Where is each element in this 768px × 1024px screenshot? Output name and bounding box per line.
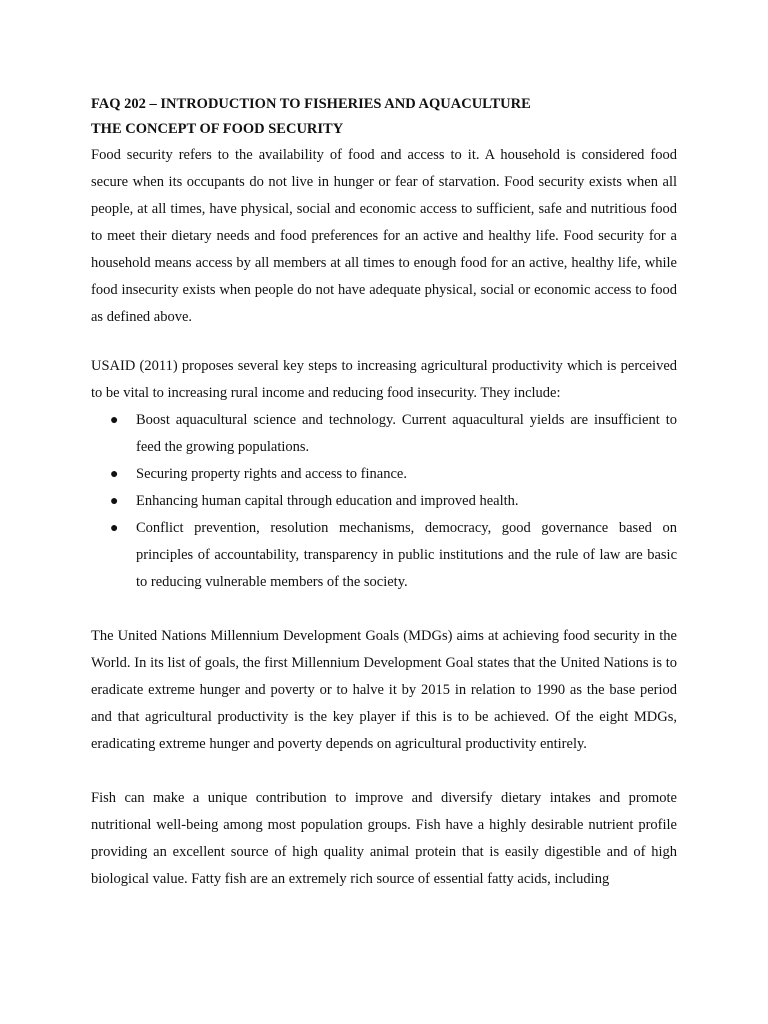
bullet-icon: ● bbox=[110, 521, 119, 536]
document-page bbox=[91, 92, 677, 893]
list-item-text: Boost aquacultural science and technology. Current aquacultural yields are insufficient to feed the growing populations. bbox=[136, 412, 677, 455]
section-title: THE CONCEPT OF FOOD SECURITY bbox=[91, 121, 344, 137]
usaid-steps-list bbox=[91, 407, 677, 596]
list-item bbox=[91, 407, 677, 461]
list-item-text: Enhancing human capital through education and improved health. bbox=[136, 493, 519, 509]
bullet-icon: ● bbox=[110, 467, 119, 482]
bullet-icon: ● bbox=[110, 413, 119, 428]
paragraph-spacer bbox=[91, 331, 677, 353]
paragraph-food-security-definition: Food security refers to the availability of food and access to it. A household is considered food secure when its occupants do not live in hunger or fear of starvation. Food security exists when all people, at all times, have physical, social and economic access to sufficient, safe and nutritious food to meet their dietary needs and food preferences for an active and healthy life. Food security for a household means access by all members at all times to enough food for an active, healthy life, while food insecurity exists when people do not have adequate physical, social or economic access to food as defined above. bbox=[91, 147, 677, 325]
course-title: FAQ 202 – INTRODUCTION TO FISHERIES AND AQUACULTURE bbox=[91, 96, 531, 112]
list-item-text: Securing property rights and access to finance. bbox=[136, 466, 407, 482]
list-item-text: Conflict prevention, resolution mechanisms, democracy, good governance based on principles of accountability, transparency in public institutions and the rule of law are basic to reducing vulnerable members of the society. bbox=[136, 520, 677, 590]
paragraph-spacer bbox=[91, 758, 677, 785]
list-item bbox=[91, 461, 677, 488]
list-item bbox=[91, 488, 677, 515]
paragraph-fish-nutrition: Fish can make a unique contribution to improve and diversify dietary intakes and promote nutritional well-being among most population groups. Fish have a highly desirable nutrient profile providing an excellent source of high quality animal protein that is easily digestible and of high biological value. Fatty fish are an extremely rich source of essential fatty acids, including bbox=[91, 790, 677, 887]
list-item bbox=[91, 515, 677, 596]
paragraph-spacer bbox=[91, 596, 677, 623]
paragraph-usaid: USAID (2011) proposes several key steps to increasing agricultural productivity which is perceived to be vital to increasing rural income and reducing food insecurity. They include: bbox=[91, 358, 677, 401]
bullet-icon: ● bbox=[110, 494, 119, 509]
paragraph-mdgs: The United Nations Millennium Development Goals (MDGs) aims at achieving food security in the World. In its list of goals, the first Millennium Development Goal states that the United Nations is to eradicate extreme hunger and poverty or to halve it by 2015 in relation to 1990 as the base period and that agricultural productivity is the key player if this is to be achieved. Of the eight MDGs, eradicating extreme hunger and poverty depends on agricultural productivity entirely. bbox=[91, 628, 677, 752]
